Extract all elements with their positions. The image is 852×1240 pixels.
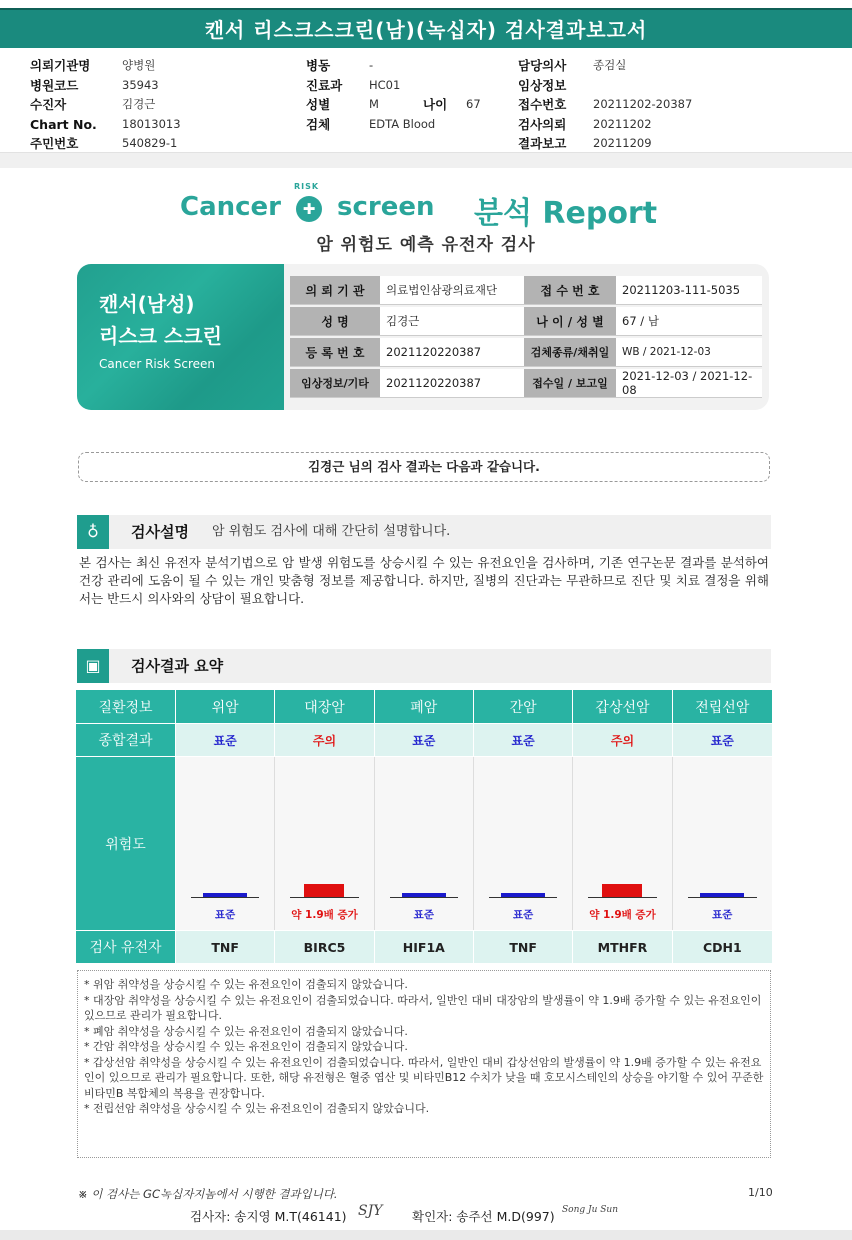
result-notice: 김경근 님의 검사 결과는 다음과 같습니다. (78, 452, 770, 482)
table-header-row (76, 690, 772, 723)
risk-baseline (290, 897, 358, 898)
risk-baseline (191, 897, 259, 898)
gene-name: BIRC5 (275, 931, 374, 963)
product-card (77, 264, 284, 410)
patient-info-table (290, 276, 762, 400)
header-value: 20211202 (593, 116, 652, 131)
result-badge: 표준 (474, 724, 573, 756)
footer-note: ※ 이 검사는 GC녹십자지놈에서 시행한 결과입니다. (78, 1187, 338, 1201)
summary-result-row (76, 723, 772, 756)
section-subtitle: 암 위험도 검사에 대해 간단히 설명합니다. (212, 524, 451, 539)
header-value: EDTA Blood (369, 116, 436, 131)
note-line: * 위암 취약성을 상승시킬 수 있는 유전요인이 검출되지 않았습니다. (84, 978, 408, 991)
brand-report: 분석 Report (474, 196, 658, 231)
risk-value-label: 표준 (513, 909, 534, 921)
results-table (76, 690, 772, 963)
risk-value-label: 표준 (712, 909, 733, 921)
confirmer: 확인자: 송주선 M.D(997) (412, 1209, 555, 1224)
header-label: 주민번호 (30, 136, 79, 151)
stethoscope-logo-icon: ✚ (296, 196, 322, 222)
risk-bar (602, 884, 642, 897)
disease-name: 갑상선암 (573, 690, 672, 723)
stethoscope-icon: ♁ (77, 515, 109, 549)
header-separator (0, 152, 852, 168)
risk-value-label: 표준 (413, 909, 434, 921)
header-label: 진료과 (306, 77, 343, 93)
risk-bar (402, 893, 446, 897)
gene-label-cell: 검사 유전자 (76, 931, 176, 963)
disease-name: 폐암 (375, 690, 474, 723)
result-badge: 주의 (573, 724, 672, 756)
result-badge: 주의 (275, 724, 374, 756)
header-value: 35943 (122, 77, 159, 92)
risk-baseline (390, 897, 458, 898)
header-value: 김경근 (122, 97, 156, 111)
info-value: 2021-12-03 / 2021-12-08 (616, 369, 762, 397)
risk-cell (176, 757, 275, 930)
risk-bar (203, 893, 247, 897)
risk-bar (304, 884, 344, 897)
info-key: 나 이 / 성 별 (524, 307, 616, 335)
brand-logo (0, 184, 852, 234)
disease-name: 전립선암 (695, 699, 750, 716)
gene-name: TNF (176, 931, 275, 963)
info-value: 20211203-111-5035 (616, 276, 762, 304)
age-value: 67 (466, 97, 481, 111)
brand-risk: RISK (294, 182, 320, 191)
note-line: * 폐암 취약성을 상승시킬 수 있는 유전요인이 검출되지 않았습니다. (84, 1024, 408, 1038)
header-value: 18013013 (122, 116, 181, 131)
info-key: 성 명 (290, 307, 380, 335)
gene-name: CDH1 (702, 939, 742, 955)
header-label: 검사의뢰 (518, 116, 567, 132)
header-label: 병동 (306, 58, 331, 73)
bottom-bar (0, 1230, 852, 1240)
confirmer-signature: Song Ju Sun (562, 1205, 619, 1215)
risk-baseline (489, 897, 557, 898)
header-label: 결과보고 (518, 136, 567, 151)
risk-bar (700, 893, 744, 897)
gene-name: TNF (474, 931, 573, 963)
product-title-1: 캔서(남성) (99, 292, 195, 316)
risk-bar (501, 893, 545, 897)
risk-value-label: 표준 (215, 909, 236, 921)
info-value: 의료법인삼광의료재단 (380, 276, 524, 304)
note-line: * 간암 취약성을 상승시킬 수 있는 유전요인이 검출되지 않았습니다. (84, 1040, 408, 1053)
tester: 검사자: 송지영 M.T(46141) (190, 1209, 347, 1224)
result-badge: 표준 (375, 724, 474, 756)
header-value: 양병원 (122, 58, 156, 72)
header-label: 병원코드 (30, 77, 79, 93)
info-value: 2021120220387 (380, 338, 524, 366)
age-label: 나이 (423, 97, 448, 112)
risk-value-label: 약 1.9배 증가 (589, 909, 656, 921)
header-label: 의뢰기관명 (30, 58, 91, 73)
product-title-2: 리스크 스크린 (99, 324, 222, 348)
header-label: 검체 (306, 116, 331, 132)
info-key: 검체종류/채취일 (524, 338, 616, 366)
info-value: 김경근 (380, 307, 524, 335)
header-value: - (369, 58, 374, 72)
header-label-cell: 질환정보 (76, 690, 176, 723)
info-key: 의 뢰 기 관 (290, 276, 380, 304)
report-title: 캔서 리스크스크린(남)(녹십자) 검사결과보고서 (204, 18, 648, 42)
header-value: M (369, 97, 379, 111)
result-notes (77, 970, 771, 1158)
header-col-3 (518, 56, 692, 154)
header-value: 종검실 (593, 58, 627, 72)
info-key: 임상정보/기타 (290, 369, 380, 397)
note-line: * 갑상선암 취약성을 상승시킬 수 있는 유전요인이 검출되었습니다. 따라서, 일반인 대비 갑상선암의 발생률이 약 1.9배 증가할 수 있는 유전요인이 있으므로 관리가 필요합니다. 또한, 해당 유전형은 혈중 엽산 및 비타민B12 수치가 낮을 때 호모시스테인의 상승을 야기할 수 있어 꾸준한 비타민B 복합체의 복용을 권장합니다. (84, 1055, 764, 1100)
section-title: 검사설명 (131, 523, 189, 541)
header-label: 성별 (306, 97, 331, 112)
risk-value-label: 약 1.9배 증가 (291, 909, 358, 921)
risk-cell (474, 757, 573, 930)
header-label: Chart No. (30, 116, 97, 132)
header-label: 임상정보 (518, 77, 567, 93)
result-label-cell: 종합결과 (76, 724, 176, 756)
note-line: * 대장암 취약성을 상승시킬 수 있는 유전요인이 검출되었습니다. 따라서, 일반인 대비 대장암의 발생률이 약 1.9배 증가할 수 있는 유전요인이 있으므로 관리가 필요합니다. (84, 993, 762, 1022)
signature-line (190, 1207, 347, 1225)
info-key: 접 수 번 호 (524, 276, 616, 304)
header-col-2 (306, 56, 481, 134)
disease-name: 대장암 (275, 690, 374, 723)
gene-name: HIF1A (375, 931, 474, 963)
brand-cancer: Cancer (180, 192, 282, 222)
risk-cell (375, 757, 474, 930)
risk-label-cell: 위험도 (76, 757, 176, 930)
medical-folder-icon: ▣ (77, 649, 109, 683)
page-subtitle: 암 위험도 예측 유전자 검사 (316, 235, 536, 255)
disease-name: 간암 (474, 690, 573, 723)
gene-row (76, 930, 772, 963)
description-section-header (77, 515, 771, 549)
summary-section-header (77, 649, 771, 683)
header-value: 540829-1 (122, 136, 178, 150)
header-col-1 (30, 56, 181, 154)
header-label: 접수번호 (518, 97, 567, 112)
risk-cell (673, 757, 772, 930)
risk-baseline (688, 897, 757, 898)
section-title: 검사결과 요약 (131, 657, 224, 675)
note-line: * 전립선암 취약성을 상승시킬 수 있는 유전요인이 검출되지 않았습니다. (84, 1102, 430, 1115)
description-text: 본 검사는 최신 유전자 분석기법으로 암 발생 위험도를 상승시킬 수 있는 유전요인을 검사하며, 기존 연구논문 결과를 분석하여 건강 관리에 도움이 될 수 있는 개인 맞춤형 정보를 제공합니다. 하지만, 질병의 진단과는 무관하므로 진단 및 치료 결정을 위해서는 반드시 의사와의 상담이 필요합니다. (79, 555, 769, 606)
risk-row (76, 756, 772, 930)
header-value: HC01 (369, 77, 401, 92)
risk-cell (573, 757, 672, 930)
result-badge: 표준 (176, 724, 275, 756)
result-badge: 표준 (710, 733, 734, 748)
info-value: WB / 2021-12-03 (616, 338, 762, 366)
header-value: 20211202-20387 (593, 97, 693, 111)
header-label: 담당의사 (518, 58, 567, 73)
product-title-en: Cancer Risk Screen (99, 357, 216, 371)
info-key: 접수일 / 보고일 (524, 369, 616, 397)
tester-signature: SJY (358, 1203, 383, 1219)
info-value: 67 / 남 (616, 307, 762, 335)
brand-screen: screen (337, 192, 435, 222)
page-number: 1/10 (748, 1186, 773, 1199)
header-label: 수진자 (30, 97, 67, 112)
title-bar (0, 8, 852, 48)
gene-name: MTHFR (573, 931, 672, 963)
disease-name: 위암 (176, 690, 275, 723)
info-key: 등 록 번 호 (290, 338, 380, 366)
info-value: 2021120220387 (380, 369, 524, 397)
header-value: 20211209 (593, 136, 652, 150)
risk-baseline (588, 897, 656, 898)
risk-cell (275, 757, 374, 930)
